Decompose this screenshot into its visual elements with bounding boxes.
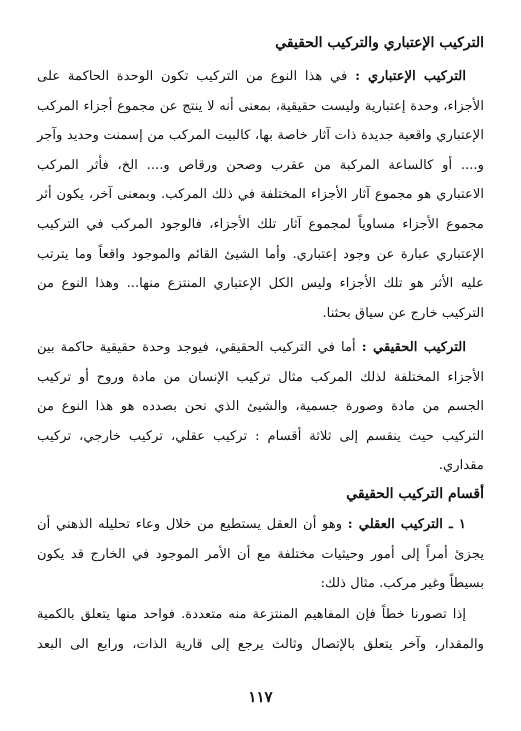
- paragraph-intellectual-composition: [37, 510, 484, 599]
- paragraph-conventional-composition: [37, 62, 484, 328]
- page-number: ١١٧: [248, 688, 273, 706]
- term-conventional-composition: التركيب الإعتباري :: [355, 69, 466, 84]
- paragraph-text: أما في التركيب الحقيقي، فيوجد وحدة حقيقية حاكمة بين الأجزاء المختلفة لذلك المركب مثال تركيب الإنسان من مادة وروح أو تركيب الجسم من مادة وصورة جسمية، والشيئ الذي نحن بصدده هو هذا النوع من التركيب حيث ينقسم إلى ثلاثة أقسام : تركيب عقلي، تركيب خارجي، تركيب مقداري.: [37, 340, 484, 474]
- term-intellectual-composition: ١ ـ التركيب العقلي :: [347, 517, 466, 532]
- paragraph-real-composition: [37, 333, 484, 481]
- section-heading-composition-types: التركيب الإعتباري والتركيب الحقيقي: [275, 35, 484, 51]
- section-heading-real-composition-divisions: أقسام التركيب الحقيقي: [346, 486, 484, 502]
- term-real-composition: التركيب الحقيقي :: [361, 340, 466, 355]
- paragraph-text: وهو أن العقل يستطيع من خلال وعاء تحليله الذهني أن يجزئ أمراً إلى أمور وحيثيات مختلفة مع أن الأمر الموجود في الخارج قد يكون بسيطاً وغير مركب. مثال ذلك:: [37, 517, 484, 592]
- paragraph-text: في هذا النوع من التركيب تكون الوحدة الحاكمة على الأجزاء، وحدة إعتبارية وليست حقيقية، بمعنى أنه لا ينتج عن مجموع أجزاء المركب الإعتباري واقعية جديدة ذات آثار خاصة بها، كالبيت المركب من إسمنت وحديد وآجر و.... أو كالساعة المركبة من عقرب وصحن ورقاص و.... الخ، فأثر المركب الاعتباري هو مجموع آثار الأجزاء المختلفة في ذلك المركب. وبمعنى آخر، يكون أثر مجموع الأجزاء مساوياً لمجموع آثار تلك الأجزاء، فالوجود المركب في التركيب الإعتباري عبارة عن وجود إعتباري. وأما الشيئ القائم والموجود واقعاً وما يترتب عليه الأثر هو تلك الأجزاء وليس الكل الإعتباري المنتزع منها... وهذا النوع من التركيب خارج عن سياق بحثنا.: [37, 69, 484, 321]
- paragraph-line-example: إذا تصورنا خطاً فإن المفاهيم المنتزعة منه متعددة. فواحد منها يتعلق بالكمية والمقدار، وآخر يتعلق بالإتصال وثالث يرجع إلى قارية الذات، ورابع الى البعد: [37, 607, 484, 652]
